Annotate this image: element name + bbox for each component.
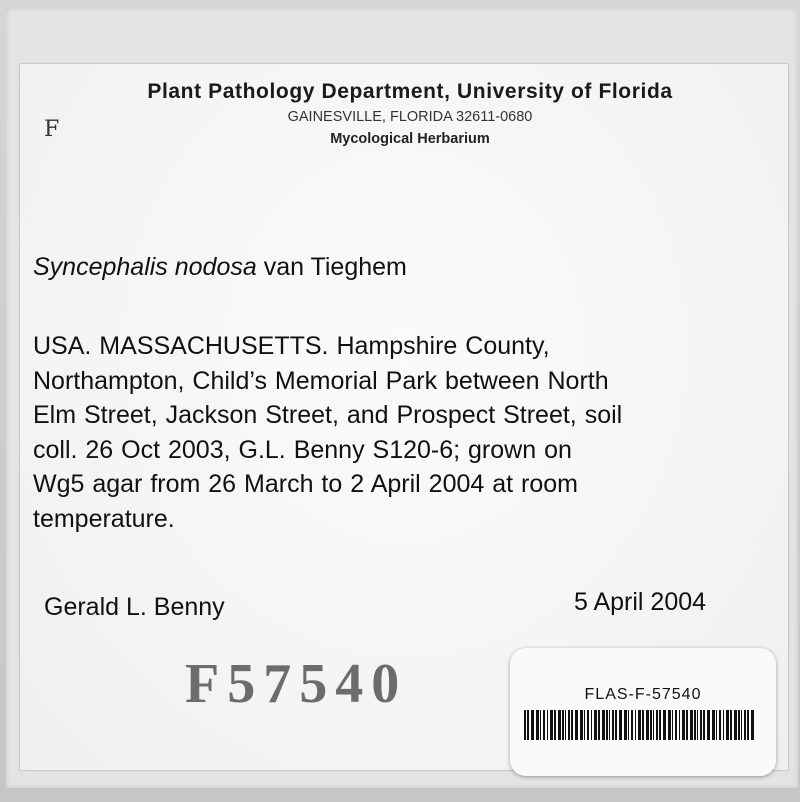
barcode-bar (598, 710, 600, 740)
barcode-bar (547, 710, 548, 740)
barcode-bar (527, 710, 529, 740)
locality-line: USA. MASSACHUSETTS. Hampshire County, (33, 332, 550, 360)
barcode-bar (694, 710, 696, 740)
locality-line: Wg5 agar from 26 March to 2 April 2004 at room (33, 470, 578, 498)
barcode-bar (682, 710, 685, 740)
barcode-bar (584, 710, 585, 740)
catalog-number-stamp: F57540 (185, 653, 408, 715)
barcode-bar (653, 710, 654, 740)
label-date: 5 April 2004 (574, 588, 707, 616)
locality-line: coll. 26 Oct 2003, G.L. Benny S120-6; grown on (33, 435, 572, 464)
taxon-authority: van Tieghem (263, 253, 407, 281)
locality-line: Elm Street, Jackson Street, and Prospect Street, soil (33, 401, 623, 429)
barcode-bar (612, 710, 614, 740)
barcode-bar (575, 710, 578, 740)
barcode-bar (663, 710, 666, 740)
barcode-bar (679, 710, 680, 740)
barcode-bar (568, 710, 570, 740)
barcode-bar (747, 710, 749, 740)
barcode-bar (719, 710, 721, 740)
barcode-bar (697, 710, 698, 740)
barcode-bar (751, 710, 754, 740)
barcode-bar (734, 710, 737, 740)
institution-title: Plant Pathology Department, University of Florida (147, 80, 673, 103)
taxon-binomial: Syncephalis nodosa (33, 253, 257, 281)
locality-line: Northampton, Child’s Memorial Park between North (33, 366, 609, 395)
barcode-bar (675, 710, 677, 740)
barcode-bar (723, 710, 724, 740)
barcode-bar (624, 710, 627, 740)
barcode-bar (635, 710, 636, 740)
barcode-bar (628, 710, 629, 740)
barcode-bar (565, 710, 566, 740)
barcode-bar (531, 710, 534, 740)
barcode-bar (615, 710, 617, 740)
barcode-bar (712, 710, 715, 740)
barcode-bar (690, 710, 693, 740)
barcode-bar (540, 710, 541, 740)
barcode-bar (638, 710, 641, 740)
institution-address: GAINESVILLE, FLORIDA 32611-0680 (287, 109, 533, 125)
barcode-bar (571, 710, 573, 740)
barcode-bar (580, 710, 583, 740)
locality-text (33, 329, 783, 536)
barcode-bar (741, 710, 742, 740)
barcode-bar (587, 710, 589, 740)
barcode-bar (700, 710, 702, 740)
barcode-bar (591, 710, 592, 740)
barcode-bar (726, 710, 729, 740)
barcode-bar (668, 710, 671, 740)
locality-line: temperature. (33, 504, 175, 533)
barcode-bar (703, 710, 705, 740)
barcode-number: FLAS-F-57540 (584, 686, 702, 703)
barcode-bar (707, 710, 710, 740)
barcode-bar (602, 710, 605, 740)
barcode-bar (686, 710, 688, 740)
herbarium-name: Mycological Herbarium (330, 131, 490, 147)
barcode-bar (642, 710, 644, 740)
barcode-bar (554, 710, 556, 740)
barcode-bar (619, 710, 622, 740)
barcode-bar (562, 710, 564, 740)
barcode-bar (646, 710, 649, 740)
barcode-bar (550, 710, 553, 740)
barcode-bar (650, 710, 652, 740)
barcode-bar (594, 710, 597, 740)
taxon-name (33, 253, 407, 282)
barcode-bar (744, 710, 746, 740)
barcode-bar (656, 710, 658, 740)
barcode-bar (738, 710, 740, 740)
barcode-bar (524, 710, 526, 740)
barcode-label (510, 648, 776, 776)
barcode-bar (543, 710, 545, 740)
barcode-bar (558, 710, 561, 740)
handwritten-mark: F (44, 117, 60, 142)
barcode-bar (672, 710, 673, 740)
barcode-bar (631, 710, 633, 740)
barcode-bar (730, 710, 732, 740)
barcode-bar (659, 710, 661, 740)
barcode-bar (716, 710, 717, 740)
barcode-bar (606, 710, 608, 740)
identifier-name: Gerald L. Benny (44, 593, 225, 621)
barcode-bar (536, 710, 539, 740)
barcode-graphic (524, 710, 756, 740)
barcode-bar (609, 710, 610, 740)
